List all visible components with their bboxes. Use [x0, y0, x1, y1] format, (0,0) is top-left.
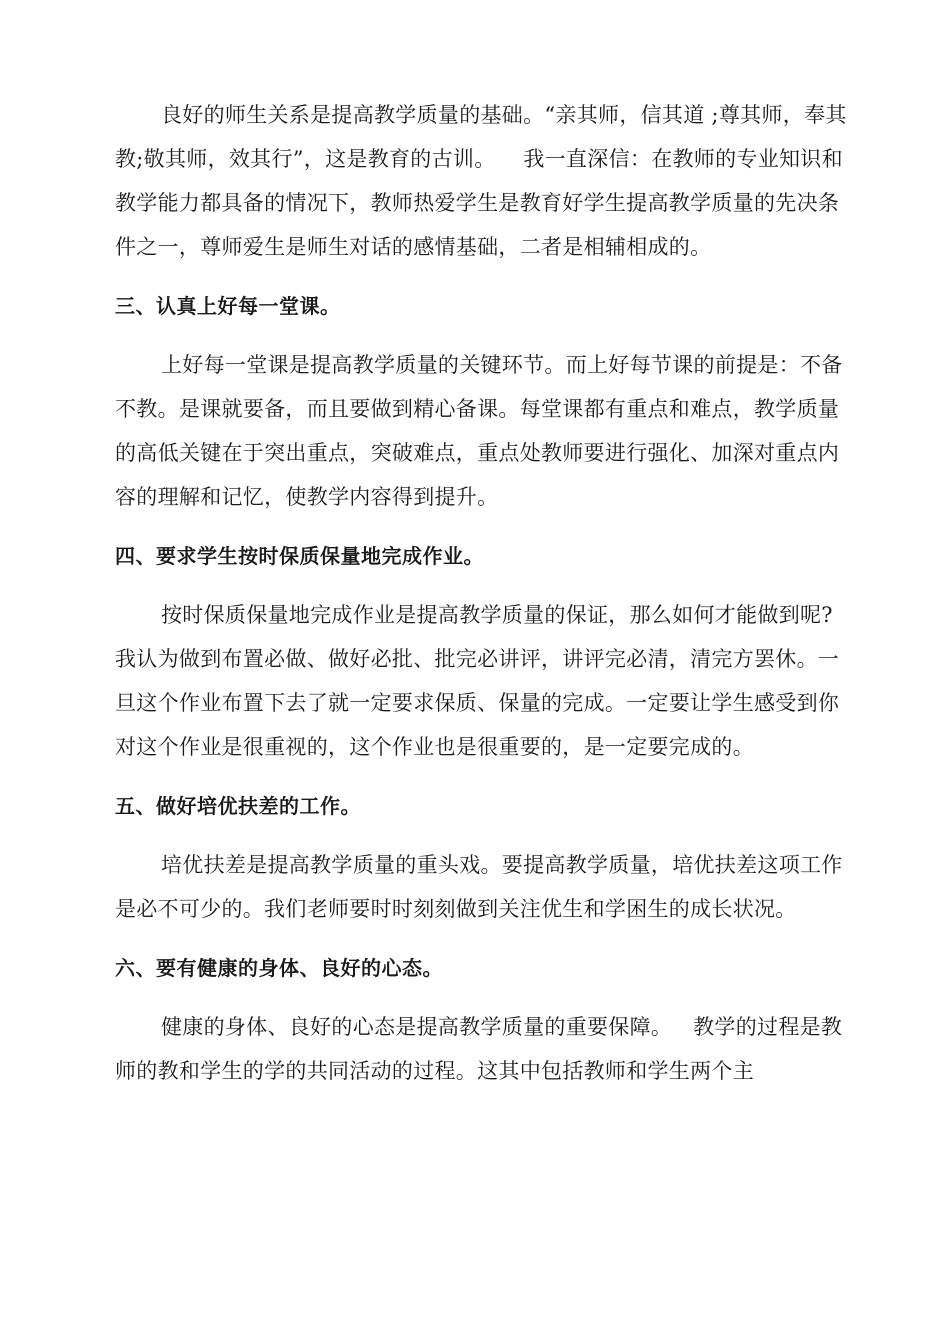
- paragraph-section-6: 健康的身体、良好的心态是提高教学质量的重要保障。 教学的过程是教师的教和学生的学的共同活动的过程。这其中包括教师和学生两个主: [115, 1015, 843, 1083]
- document-body: [115, 93, 847, 1093]
- paragraph-teacher-student-relationship: 良好的师生关系是提高教学质量的基础。“亲其师，信其道 ;尊其师，奉其教;敬其师，效其行”，这是教育的古训。 我一直深信：在教师的专业知识和教学能力都具备的情况下，教师热爱学生是教育好学生提高教学质量的先决条件之一，尊师爱生是师生对话的感情基础，二者是相辅相成的。: [115, 103, 847, 259]
- heading-section-6: 六、要有健康的身体、良好的心态。: [115, 956, 443, 980]
- heading-section-3: 三、认真上好每一堂课。: [115, 294, 341, 318]
- paragraph-section-5: 培优扶差是提高教学质量的重头戏。要提高教学质量，培优扶差这项工作是必不可少的。我们老师要时时刻刻做到关注优生和学困生的成长状况。: [115, 853, 843, 921]
- paragraph-section-4: 按时保质保量地完成作业是提高教学质量的保证，那么如何才能做到呢?我认为做到布置必做、做好必批、批完必讲评，讲评完必清，清完方罢休。一旦这个作业布置下去了就一定要求保质、保量的完成。一定要让学生感受到你对这个作业是很重视的，这个作业也是很重要的，是一定要完成的。: [115, 603, 840, 759]
- heading-section-4: 四、要求学生按时保质保量地完成作业。: [115, 544, 484, 568]
- paragraph-section-3: 上好每一堂课是提高教学质量的关键环节。而上好每节课的前提是：不备不教。是课就要备，而且要做到精心备课。每堂课都有重点和难点，教学质量的高低关键在于突出重点，突破难点，重点处教师要进行强化、加深对重点内容的理解和记忆，使教学内容得到提升。: [115, 353, 843, 509]
- heading-section-5: 五、做好培优扶差的工作。: [115, 794, 361, 818]
